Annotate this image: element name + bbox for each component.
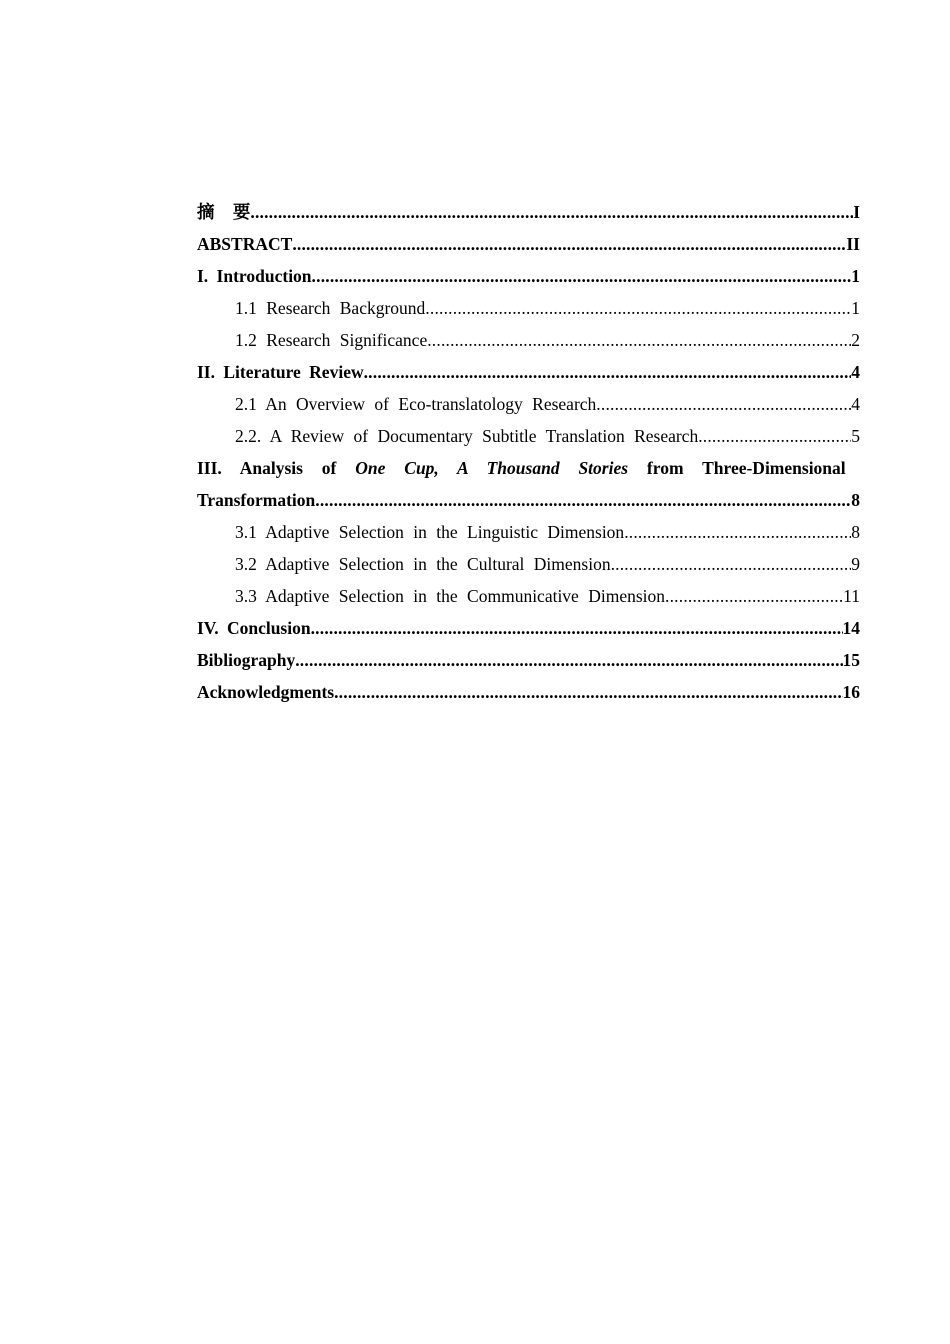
toc-title: Bibliography [197, 650, 296, 670]
toc-title: 2.2. A Review of Documentary Subtitle Translation Research [235, 426, 699, 446]
toc-entry-eco-translatology-overview[interactable] [197, 388, 860, 420]
toc-title: 2.1 An Overview of Eco-translatology Research [235, 394, 597, 414]
toc-entry-analysis-line2[interactable] [197, 484, 860, 516]
toc-page-number: 11 [843, 586, 860, 606]
toc-entry-subtitle-translation-review[interactable] [197, 420, 860, 452]
toc-entry-communicative-dimension[interactable] [197, 580, 860, 612]
toc-title-prefix: III. Analysis of [197, 458, 337, 478]
toc-title: Transformation [197, 490, 316, 510]
toc-leader-dots [596, 388, 851, 420]
toc-entry-conclusion[interactable] [197, 612, 860, 644]
table-of-contents [197, 196, 860, 708]
toc-leader-dots [611, 548, 852, 580]
toc-leader-dots [315, 484, 851, 516]
toc-page-number: 16 [842, 682, 860, 702]
toc-entry-analysis-line1[interactable] [197, 452, 860, 484]
toc-page-number: 5 [851, 426, 860, 446]
toc-entry-bibliography[interactable] [197, 644, 860, 676]
toc-leader-dots [250, 196, 853, 228]
toc-page-number: 1 [851, 298, 860, 318]
toc-page-number: II [846, 234, 860, 254]
toc-page-number: 4 [851, 394, 860, 414]
toc-title: 3.1 Adaptive Selection in the Linguistic Dimension [235, 522, 625, 542]
toc-entry-acknowledgments[interactable] [197, 676, 860, 708]
toc-entry-research-background[interactable] [197, 292, 860, 324]
toc-leader-dots [427, 324, 851, 356]
toc-title: 3.2 Adaptive Selection in the Cultural Dimension [235, 554, 611, 574]
toc-title: Acknowledgments [197, 682, 335, 702]
toc-title: I. Introduction [197, 266, 312, 286]
toc-leader-dots [665, 580, 843, 612]
toc-title-suffix: from Three-Dimensional [646, 458, 846, 478]
toc-title: 3.3 Adaptive Selection in the Communicative Dimension [235, 586, 666, 606]
toc-leader-dots [292, 228, 846, 260]
toc-title-italic: One Cup, A Thousand Stories [355, 458, 629, 478]
toc-leader-dots [334, 676, 842, 708]
toc-page-number: 14 [842, 618, 860, 638]
toc-title: 1.2 Research Significance [235, 330, 428, 350]
toc-leader-dots [425, 292, 851, 324]
toc-page-number: 15 [842, 650, 860, 670]
toc-title: II. Literature Review [197, 362, 364, 382]
toc-title: IV. Conclusion [197, 618, 311, 638]
toc-leader-dots [295, 644, 842, 676]
toc-leader-dots [364, 356, 852, 388]
toc-entry-introduction[interactable] [197, 260, 860, 292]
toc-leader-dots [312, 260, 852, 292]
toc-entry-research-significance[interactable] [197, 324, 860, 356]
toc-title: 摘 要 [197, 202, 251, 222]
toc-entry-literature-review[interactable] [197, 356, 860, 388]
toc-page-number: 9 [851, 554, 860, 574]
toc-leader-dots [311, 612, 843, 644]
toc-page-number: 4 [851, 362, 860, 382]
toc-page-number: 2 [851, 330, 860, 350]
toc-entry-cultural-dimension[interactable] [197, 548, 860, 580]
toc-entry-linguistic-dimension[interactable] [197, 516, 860, 548]
toc-page-number: 1 [851, 266, 860, 286]
toc-title: ABSTRACT [197, 234, 293, 254]
toc-page-number: 8 [851, 522, 860, 542]
toc-page-number: I [853, 202, 860, 222]
toc-page-number: 8 [851, 490, 860, 510]
toc-entry-abstract-cn[interactable] [197, 196, 860, 228]
toc-leader-dots [698, 420, 851, 452]
toc-entry-abstract[interactable] [197, 228, 860, 260]
toc-title: 1.1 Research Background [235, 298, 426, 318]
toc-leader-dots [624, 516, 851, 548]
